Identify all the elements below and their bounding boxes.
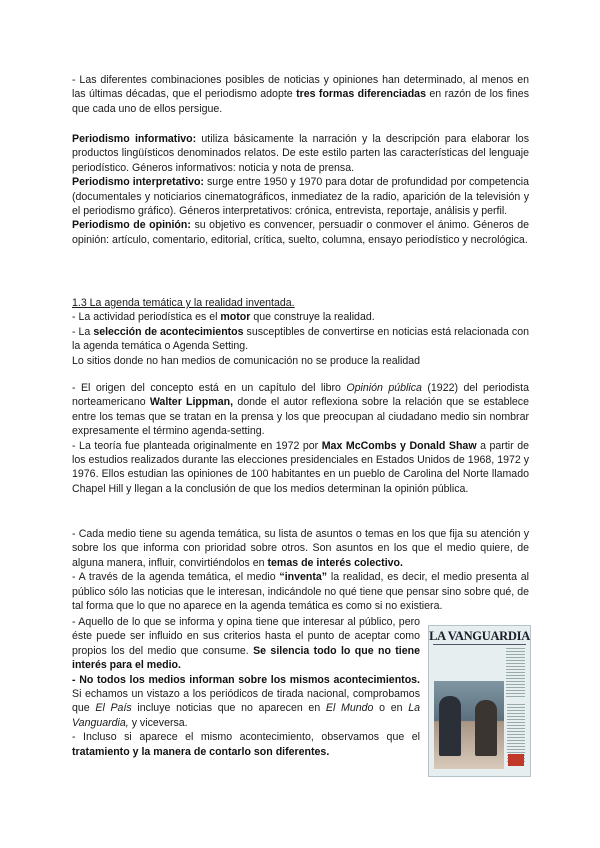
section-1-3 <box>72 296 529 368</box>
journalism-types <box>72 132 529 247</box>
aquello-paragraph: - Aquello de lo que se informa y opina tiene que interesar al público, pero éste puede ser influido en sus criterios hasta el punto de aceptar como propios los del medio que consume. Se silencia todo lo que no tiene interés para el medio. <box>72 616 421 672</box>
aquello-column <box>72 615 420 759</box>
opinion-paragraph: Periodismo de opinión: su objetivo es convencer, persuadir o conmover el ánimo. Géneros de opinión: artículo, comentario, editorial, crítica, suelto, columna, ensayo periodístico y necrológica. <box>72 219 529 246</box>
photo-figure-right <box>475 700 497 756</box>
seleccion-line: - La selección de acontecimientos susceptibles de convertirse en noticias está relacionada con la agenda temática o Agenda Setting. <box>72 325 529 353</box>
traves-paragraph: - A través de la agenda temática, el medio “inventa” la realidad, es decir, el medio presenta al público sólo las noticias que le interesan, indicándole no qué tiene que pensar sino sobre qué, de tal forma que lo que no aparece en la agenda temática es como si no existiera. <box>72 571 529 613</box>
newspaper-masthead: LA VANGUARDIA <box>429 629 530 643</box>
intro-paragraph: - Las diferentes combinaciones posibles de noticias y opiniones han determinado, al menos en las últimas décadas, que el periodismo adopte tres formas diferenciadas en razón de los fines que cada uno de ellos persigue. <box>72 74 529 115</box>
sitios-line: Lo sitios donde no han medios de comunicación no se produce la realidad <box>72 354 421 367</box>
section-heading: 1.3 La agenda temática y la realidad inventada. <box>72 297 295 309</box>
incluso-paragraph: - Incluso si aparece el mismo acontecimiento, observamos que el tratamiento y la manera de contarlo son diferentes. <box>72 731 420 758</box>
newspaper-price-badge <box>508 754 524 766</box>
document-page <box>72 0 529 848</box>
origen-paragraph: - El origen del concepto está en un capítulo del libro Opinión pública (1922) del periodista norteamericano Walter Lippman, donde el autor reflexiona sobre la relación que se establece entre los temas que se tratan en la prensa y los que preocupan al ciudadano medio sin nombrar expresamente el término agenda-setting. - La teoría fue planteada originalmente en 1972 por Max McCombs y Donald Shaw a partir de los estudios realizados durante las elecciones presidenciales en Estados Unidos de 1968, 1972 y 1976. Ellos estudian las opiniones de 100 habitantes en un pueblo de Carolina del Norte llamado Chapel Hill y llegan a la conclusión de que los medios determinan la opinión pública. <box>72 382 530 495</box>
motor-line: - La actividad periodística es el motor que construye la realidad. <box>72 311 375 324</box>
newspaper-front-page-image <box>428 625 531 777</box>
photo-figure-left <box>439 696 461 756</box>
cada-paragraph: - Cada medio tiene su agenda temática, su lista de asuntos o temas en los que fija su atención y sobre los que informa con prioridad sobre otros. Son asuntos en los que el medio quiere, de alguna manera, influir, convirtiéndolos en temas de interés colectivo. <box>72 528 529 569</box>
informativo-paragraph: Periodismo informativo: utiliza básicamente la narración y la descripción para elaborar los productos lingüísticos denominados relatos. De este estilo parten las características del lenguaje periodístico. Géneros informativos: noticia y nota de prensa. <box>72 133 529 174</box>
newspaper-column-lines <box>506 648 525 698</box>
agenda-paragraphs <box>72 527 529 613</box>
masthead-rule <box>433 644 526 645</box>
teoria-paragraph: - La teoría fue planteada originalmente en 1972 por Max McCombs y Donald Shaw a partir de los estudios realizados durante las elecciones presidenciales en Estados Unidos de 1968, 1972 y 1976. Ellos estudian las opiniones de 100 habitantes en un pueblo de Carolina del Norte llamado Chapel Hill y llegan a la conclusión de que los medios determinan la opinión pública. <box>72 439 529 495</box>
interpretativo-paragraph: Periodismo interpretativo: surge entre 1950 y 1970 para dotar de profundidad por competencia (documentales y noticiarios cinematográficos, inmediatez de la radio, aparición de la televisión y el periodismo gráfico). Géneros interpretativos: crónica, entrevista, reportaje, análisis y perfil. <box>72 176 530 218</box>
notodos-paragraph: - No todos los medios informan sobre los mismos acontecimientos. Si echamos un vistazo a los periódicos de tirada nacional, comprobamos que El País incluye noticias que no aparecen en El Mundo o en La Vanguardia, y viceversa. <box>72 673 420 729</box>
